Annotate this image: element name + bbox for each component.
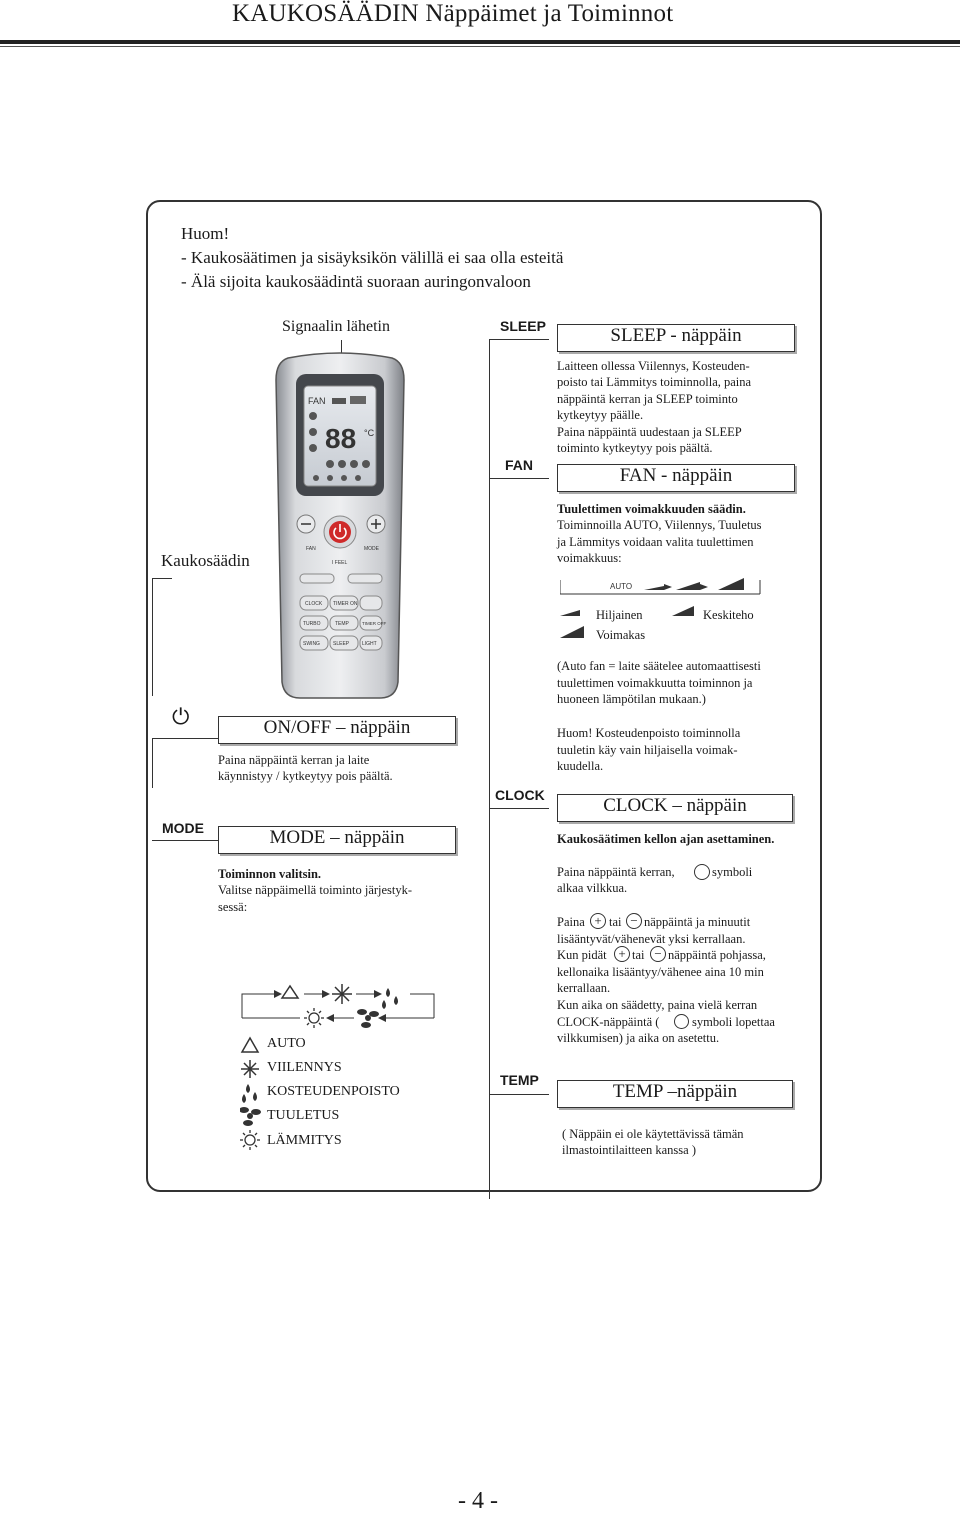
sleep-title-box: SLEEP - näppäin	[557, 324, 795, 352]
clock-p2a: Paina	[557, 915, 585, 929]
clock-p3a: Kun pidät	[557, 948, 607, 962]
plus-icon: +	[614, 946, 630, 962]
key-mode-text: MODE	[364, 546, 379, 552]
sleep-line-1: Laitteen ollessa Viilennys, Kosteuden-	[557, 359, 750, 373]
mode-fan: TUULETUS	[267, 1108, 340, 1123]
fan-heading: Tuulettimen voimakkuuden säädin.	[557, 502, 746, 516]
auto-mode-icon	[282, 986, 298, 998]
sleep-line-6: toiminto kytkeytyy pois päältä.	[557, 441, 713, 455]
key-clock-text: CLOCK	[305, 601, 323, 607]
fan-dry-note-3: kuudella.	[557, 759, 604, 773]
temp-title-box: TEMP –näppäin	[557, 1080, 793, 1108]
signal-label: Signaalin lähetin	[282, 318, 390, 335]
note-title: Huom!	[181, 224, 230, 243]
clock-p2d: lisääntyvät/vähenevät yksi kerrallaan.	[557, 932, 746, 946]
mode-heat: LÄMMITYS	[267, 1133, 342, 1148]
onoff-line-2: käynnistyy / kytkeytyy pois päältä.	[218, 769, 393, 783]
clock-icon	[674, 1014, 689, 1029]
onoff-leader-h	[152, 738, 218, 739]
fan-dry-note-2: tuuletin käy vain hiljaisella voimak-	[557, 743, 738, 757]
remote-label: Kaukosäädin	[161, 551, 250, 570]
remote-leader-h	[152, 578, 172, 579]
heat-mode-icon	[240, 1130, 260, 1150]
header-rule	[0, 40, 960, 44]
mode-line-2: sessä:	[218, 900, 248, 914]
clock-p3d: kellonaika lisääntyy/vähenee aina 10 min	[557, 965, 764, 979]
lcd-digits: 88	[325, 423, 357, 454]
page-number: - 4 -	[458, 1488, 498, 1514]
sleep-line-2: poisto tai Lämmitys toiminnolla, paina	[557, 375, 752, 389]
sleep-button-label: SLEEP	[500, 318, 546, 334]
heat-mode-icon	[304, 1008, 324, 1028]
mode-auto: AUTO	[267, 1036, 306, 1051]
fan-high-label: Voimakas	[596, 628, 646, 642]
onoff-title-box: ON/OFF – näppäin	[218, 716, 456, 744]
fan-low-icon	[644, 586, 664, 590]
power-icon: ⏻	[172, 704, 190, 729]
key-timer-off-text: TIMER OFF	[362, 621, 387, 626]
clock-p1b: symboli	[712, 865, 753, 879]
clock-heading: Kaukosäätimen kellon ajan asettaminen.	[557, 832, 775, 846]
clock-icon	[694, 864, 710, 880]
mode-heading: Toiminnon valitsin.	[218, 867, 322, 881]
onoff-leader-v	[152, 738, 153, 788]
fan-dry-note-1: Huom! Kosteudenpoisto toiminnolla	[557, 726, 741, 740]
clock-p4c: symboli lopettaa	[692, 1015, 775, 1029]
fan-mode-icon	[240, 1107, 261, 1126]
temp-line-2: ilmastointilaitteen kanssa )	[562, 1143, 696, 1157]
onoff-line-1: Paina näppäintä kerran ja laite	[218, 753, 370, 767]
mode-dry: KOSTEUDENPOISTO	[267, 1084, 400, 1099]
fan-mid-icon	[676, 582, 700, 590]
fan-auto-note-3: huoneen lämpötilan mukaan.)	[557, 692, 706, 706]
cool-mode-icon	[241, 1060, 259, 1078]
fan-title-box: FAN - näppäin	[557, 464, 795, 492]
temp-leader-h	[489, 1094, 549, 1095]
sleep-line-3: näppäintä kerran ja SLEEP toiminto	[557, 392, 738, 406]
clock-p1a: Paina näppäintä kerran,	[557, 865, 675, 879]
plus-icon: +	[590, 913, 606, 929]
sleep-leader-h	[489, 339, 549, 340]
fan-line-3: voimakkuus:	[557, 551, 622, 565]
clock-p2b: tai	[609, 915, 622, 929]
minus-icon: −	[626, 913, 642, 929]
key-fan-text: FAN	[306, 546, 316, 552]
sleep-line-4: kytkeytyy päälle.	[557, 408, 644, 422]
mode-legend-icons	[240, 1034, 264, 1154]
clock-p4d: vilkkumisen) ja aika on asetettu.	[557, 1031, 720, 1045]
clock-button-label: CLOCK	[495, 787, 545, 803]
key-sleep-text: SLEEP	[333, 641, 350, 647]
clock-leader-h	[489, 808, 549, 809]
sleep-line-5: Paina näppäintä uudestaan ja SLEEP	[557, 425, 742, 439]
mode-title-box: MODE – näppäin	[218, 826, 456, 854]
mode-cool: VIILENNYS	[267, 1060, 342, 1075]
key-swing-text: SWING	[303, 641, 320, 647]
mode-button-label: MODE	[162, 820, 204, 836]
mode-leader-h	[152, 840, 218, 841]
svg-text:°C: °C	[364, 428, 375, 438]
mode-line-1: Valitse näppäimellä toiminto järjestyk-	[218, 883, 413, 897]
fan-leader-h	[489, 478, 549, 479]
temp-line-1: ( Näppäin ei ole käytettävissä tämän	[562, 1127, 744, 1141]
fan-line-2: ja Lämmitys voidaan valita tuulettimen	[557, 535, 754, 549]
fan-line-1: Toiminnoilla AUTO, Viilennys, Tuuletus	[557, 518, 762, 532]
lcd-fan-text: FAN	[308, 396, 326, 406]
page-header: KAUKOSÄÄDIN Näppäimet ja Toiminnot	[232, 0, 674, 27]
remote-control	[270, 352, 410, 702]
clock-p3c: näppäintä pohjassa,	[668, 948, 766, 962]
key-timer-on-text: TIMER ON	[333, 601, 358, 607]
fan-button-label: FAN	[505, 457, 533, 473]
clock-title-box: CLOCK – näppäin	[557, 794, 793, 822]
fan-high-icon	[718, 578, 744, 590]
note-line-1: - Kaukosäätimen ja sisäyksikön välillä ei saa olla esteitä	[181, 248, 564, 267]
key-temp-text: TEMP	[335, 621, 349, 627]
cool-mode-icon	[332, 984, 352, 1004]
auto-mode-icon	[242, 1038, 258, 1052]
remote-leader-v	[152, 578, 153, 696]
minus-icon: −	[650, 946, 666, 962]
key-turbo-text: TURBO	[303, 621, 321, 627]
clock-p4a: Kun aika on säädetty, paina vielä kerran	[557, 998, 758, 1012]
fan-auto-note-2: tuulettimen voimakkuutta toiminnon ja	[557, 676, 753, 690]
key-ifeel-text: I FEEL	[332, 560, 348, 566]
fan-mode-icon	[357, 1009, 379, 1028]
clock-p3b: tai	[632, 948, 645, 962]
clock-p4b: CLOCK-näppäintä (	[557, 1015, 660, 1029]
fan-low-label: Hiljainen	[596, 608, 643, 622]
fan-auto-text: AUTO	[610, 582, 633, 591]
mode-cycle-diagram	[238, 978, 438, 1038]
note-line-2: - Älä sijoita kaukosäädintä suoraan auringonvaloon	[181, 272, 531, 291]
fan-auto-note-1: (Auto fan = laite säätelee automaattisesti	[557, 659, 761, 673]
fan-mid-label: Keskiteho	[703, 608, 754, 622]
header-rule-thin	[0, 46, 960, 47]
dry-mode-icon	[242, 1084, 257, 1103]
key-light-text: LIGHT	[362, 641, 377, 647]
clock-p1c: alkaa vilkkua.	[557, 881, 628, 895]
temp-button-label: TEMP	[500, 1072, 539, 1088]
dry-mode-icon	[382, 988, 398, 1009]
clock-p3e: kerrallaan.	[557, 981, 611, 995]
center-vertical-leader	[489, 339, 490, 1199]
clock-p2c: näppäintä ja minuutit	[644, 915, 751, 929]
